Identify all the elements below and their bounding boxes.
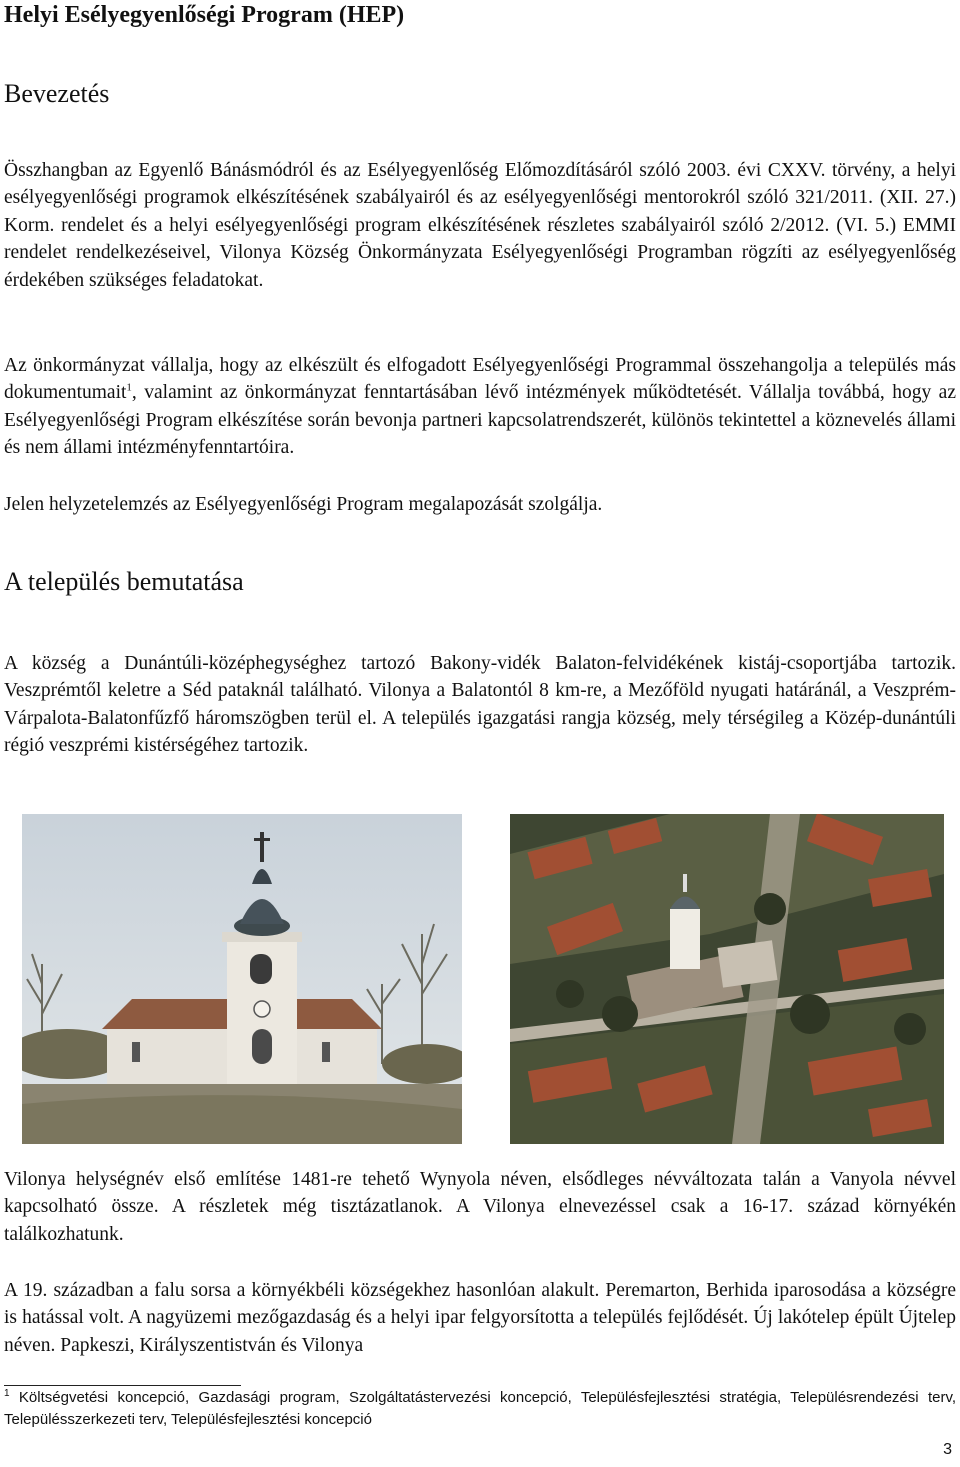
settlement-heading: A település bemutatása: [4, 567, 244, 596]
footnote-text: Költségvetési koncepció, Gazdasági program, Szolgáltatástervezési koncepció, Településfejlesztési stratégia, Településrendezési terv, Településszerkezeti terv, Településfejlesztési koncepció: [4, 1389, 956, 1428]
intro-heading: Bevezetés: [4, 79, 110, 108]
footnote: [4, 1387, 956, 1431]
aerial-photo: [510, 814, 944, 1144]
document-title: Helyi Esélyegyenlőségi Program (HEP): [4, 2, 405, 28]
settlement-paragraph-1: A község a Dunántúli-középhegységhez tartozó Bakony-vidék Balaton-felvidékének kistáj-csoportjába tartozik. Veszprémtől keletre a Séd pataknál található. Vilonya a Balatontól 8 km-re, a Mezőföld nyugati határánál, a Veszprém-Várpalota-Balatonfűzfő háromszögben terül el. A település igazgatási rangja község, mely térségileg a Közép-dunántúli régió veszprémi kistérségéhez tartozik.: [4, 653, 956, 757]
settlement-paragraph-3: A 19. században a falu sorsa a környékbéli községekhez hasonlóan alakult. Peremarton, Berhida iparosodása a községre is hatással volt. A nagyüzemi mezőgazdaság és a helyi ipar felgyorsította a település fejlődését. Új lakótelep épült Újtelep néven. Papkeszi, Királyszentistván és Vilonya: [4, 1280, 956, 1356]
footnote-reference[interactable]: 1: [126, 381, 132, 394]
intro-paragraph-2: [4, 352, 956, 462]
aerial-village-illustration: [510, 814, 944, 1144]
footnote-number: 1: [4, 1388, 10, 1399]
intro-paragraph-3: Jelen helyzetelemzés az Esélyegyenlőségi Program megalapozását szolgálja.: [4, 494, 603, 515]
church-illustration: [22, 814, 462, 1144]
intro-paragraph-2-end: , valamint az önkormányzat fenntartásában lévő intézmények működtetését. Vállalja továbbá, hogy az Esélyegyenlőségi Program elkészítése során bevonja partneri kapcsolatrendszerét, különös tekintettel a köznevelés állami és nem állami intézményfenntartóira.: [4, 382, 956, 459]
page-number: 3: [943, 1441, 952, 1458]
settlement-paragraph-2: Vilonya helységnév első említése 1481-re tehető Wynyola néven, elsődleges névváltozata talán a Vanyola névvel kapcsolható össze. A részletek még tisztázatlanok. A Vilonya elnevezéssel csak a 16-17. század környékén találkozhatunk.: [4, 1169, 956, 1245]
intro-paragraph-2-start: Az önkormányzat vállalja, hogy az elkészült és elfogadott Esélyegyenlőségi Programmal összehangolja a település más dokumentumait: [4, 355, 956, 404]
intro-paragraph-1: Összhangban az Egyenlő Bánásmódról és az Esélyegyenlőség Előmozdításáról szóló 2003. évi CXXV. törvény, a helyi esélyegyenlőségi programok elkészítésének szabályairól és az esélyegyenlőségi mentorokról szóló 321/2011. (XII. 27.) Korm. rendelet és a helyi esélyegyenlőségi program elkészítésének részletes szabályairól szóló 2/2012. (VI. 5.) EMMI rendelet rendelkezéseivel, Vilonya Község Önkormányzata Esélyegyenlőségi Programban rögzíti az esélyegyenlőség érdekében szükséges feladatokat.: [4, 160, 956, 291]
footnote-divider: [4, 1385, 241, 1386]
church-photo: [22, 814, 462, 1144]
